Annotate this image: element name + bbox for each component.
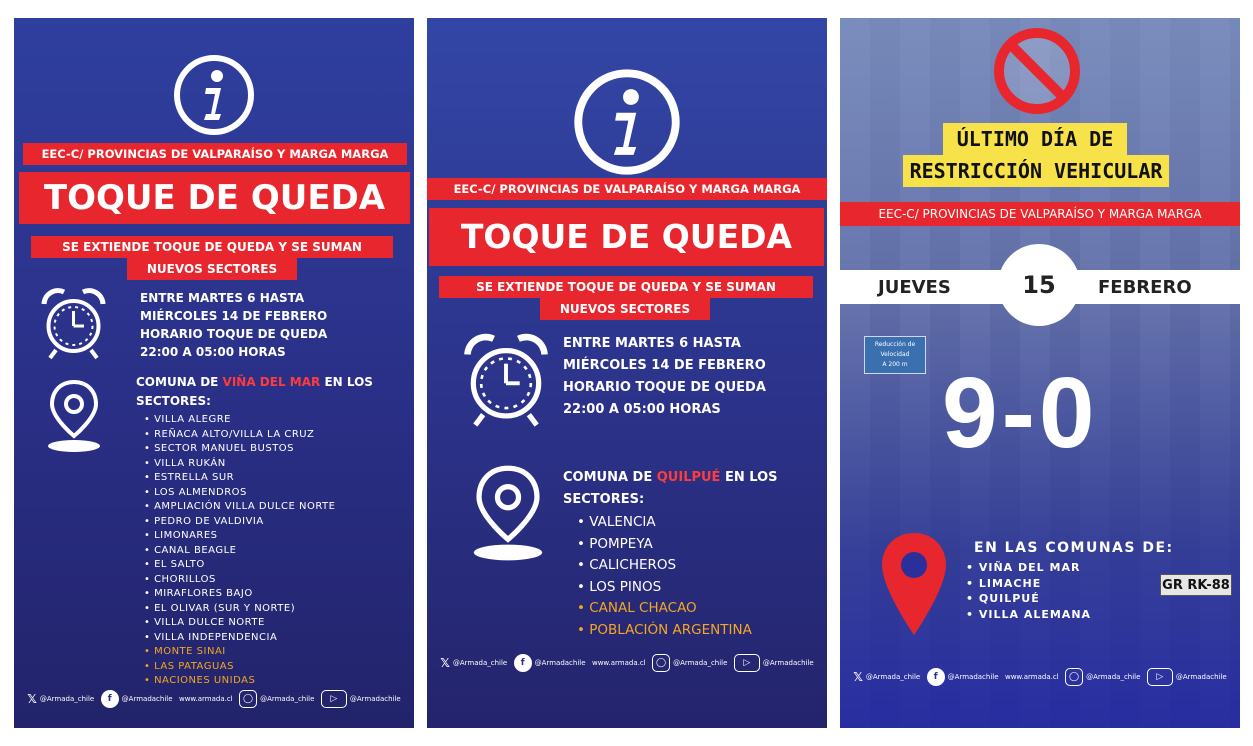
facebook-handle: @Armadachile (947, 673, 999, 681)
list-item: • VILLA ALEGRE (144, 414, 232, 425)
vehicle-restriction-poster (840, 18, 1240, 728)
x-handle: @Armada_chile (39, 695, 95, 703)
sign-line-2: Velocidad (880, 351, 910, 358)
facebook-handle: @Armadachile (534, 659, 586, 667)
web-url: www.armada.cl (178, 695, 233, 703)
list-item: • VILLA INDEPENDENCIA (144, 631, 278, 643)
list-item: • VIÑA DEL MAR (966, 561, 1081, 574)
list-item: • CANAL BEAGLE (144, 544, 237, 556)
instagram-link[interactable] (1065, 668, 1140, 686)
comuna-name: QUILPUÉ (656, 470, 721, 485)
restricted-digits: 9-0 (942, 357, 1099, 469)
sectores-label: SECTORES: (136, 394, 211, 408)
social-footer (427, 654, 827, 672)
youtube-icon: ▷ (1147, 668, 1173, 686)
month-label: FEBRERO (1098, 277, 1192, 298)
list-item: • REÑACA ALTO/VILLA LA CRUZ (144, 428, 315, 440)
date-circle (998, 244, 1080, 326)
region-bar: EEC-C/ PROVINCIAS DE VALPARAÍSO Y MARGA MARGA (840, 202, 1240, 226)
list-item: • EL SALTO (144, 559, 205, 570)
comuna-prefix-text: COMUNA DE (136, 375, 223, 389)
subhead-line-1: SE EXTIENDE TOQUE DE QUEDA Y SE SUMAN (439, 276, 813, 298)
list-item-new: • MONTE SINAI (144, 646, 226, 657)
region-bar: EEC-C/ PROVINCIAS DE VALPARAÍSO Y MARGA MARGA (427, 178, 827, 200)
instagram-icon: ◯ (652, 654, 670, 672)
list-item: • CALICHEROS (577, 557, 677, 573)
schedule-line-1: ENTRE MARTES 6 HASTA (140, 291, 305, 305)
list-item: • LOS PINOS (577, 578, 662, 595)
schedule-line-4: 22:00 A 05:00 HORAS (563, 402, 721, 417)
instagram-handle: @Armada_chile (673, 659, 728, 667)
list-item: • VILLA DULCE NORTE (144, 617, 265, 628)
youtube-handle: @Armadachile (1175, 673, 1227, 681)
list-item-new: • POBLACIÓN ARGENTINA (577, 621, 752, 638)
instagram-icon: ◯ (239, 690, 257, 708)
facebook-icon: f (101, 690, 119, 708)
instagram-link[interactable] (239, 690, 314, 708)
schedule-line-2: MIÉRCOLES 14 DE FEBRERO (563, 358, 766, 373)
headline: TOQUE DE QUEDA (19, 172, 410, 224)
instagram-handle: @Armada_chile (260, 695, 315, 703)
facebook-icon: f (514, 654, 532, 672)
speed-sign (864, 336, 926, 374)
curfew-poster-quilpue (427, 18, 827, 728)
schedule-line-4: 22:00 A 05:00 HORAS (140, 345, 286, 359)
prohibited-icon (992, 26, 1082, 116)
headline: TOQUE DE QUEDA (429, 208, 824, 266)
schedule-line-2: MIÉRCOLES 14 DE FEBRERO (140, 309, 328, 323)
youtube-handle: @Armadachile (762, 659, 814, 667)
web-link[interactable] (1005, 673, 1059, 681)
x-icon: 𝕏 (440, 656, 450, 670)
list-item: • AMPLIACIÓN VILLA DULCE NORTE (144, 501, 336, 512)
list-item: • CHORILLOS (144, 573, 216, 585)
list-item: • VILLA ALEMANA (966, 607, 1092, 621)
web-link[interactable] (179, 695, 233, 703)
sectores-label: SECTORES: (563, 492, 645, 507)
list-item-new: • LAS PATAGUAS (144, 660, 234, 672)
subhead-line-2: NUEVOS SECTORES (127, 258, 297, 280)
instagram-handle: @Armada_chile (1086, 673, 1141, 681)
instagram-link[interactable] (652, 654, 727, 672)
x-handle: @Armada_chile (452, 659, 508, 667)
x-icon: 𝕏 (853, 670, 863, 684)
youtube-handle: @Armadachile (349, 695, 401, 703)
subhead-line-1: SE EXTIENDE TOQUE DE QUEDA Y SE SUMAN (31, 236, 393, 258)
x-link[interactable] (853, 670, 920, 684)
list-item-new: • CANAL CHACAO (577, 600, 697, 616)
x-icon: 𝕏 (27, 692, 37, 706)
web-link[interactable] (592, 659, 646, 667)
comuna-heading (563, 470, 778, 485)
facebook-icon: f (927, 668, 945, 686)
schedule-line-3: HORARIO TOQUE DE QUEDA (140, 327, 328, 341)
comuna-heading (136, 375, 373, 389)
comuna-name: VIÑA DEL MAR (222, 375, 321, 389)
facebook-link[interactable] (514, 654, 586, 672)
list-item: • POMPEYA (577, 535, 653, 552)
list-item: • VILLA RUKÁN (144, 457, 226, 469)
list-item: • ESTRELLA SUR (144, 472, 235, 483)
comuna-prefix-text: COMUNA DE (563, 470, 657, 485)
location-pin-icon (42, 378, 106, 454)
web-url: www.armada.cl (591, 659, 646, 667)
title-line-2: RESTRICCIÓN VEHICULAR (903, 155, 1169, 187)
x-link[interactable] (27, 692, 94, 706)
sign-line-3: A 200 m (882, 361, 908, 368)
plate-text: GR RK-88 (1162, 578, 1230, 593)
x-link[interactable] (440, 656, 507, 670)
social-footer (14, 690, 414, 708)
list-item-new: • NACIONES UNIDAS (144, 675, 256, 686)
facebook-handle: @Armadachile (121, 695, 173, 703)
license-plate (1160, 574, 1232, 596)
list-item: • QUILPUÉ (966, 592, 1040, 605)
day-label: JUEVES (878, 277, 951, 298)
facebook-link[interactable] (101, 690, 173, 708)
date-number: 15 (1022, 271, 1056, 299)
social-footer (840, 668, 1240, 686)
youtube-link[interactable] (321, 690, 401, 708)
list-item: • SECTOR MANUEL BUSTOS (144, 443, 295, 454)
location-pin-icon (465, 463, 551, 563)
info-icon (573, 68, 681, 176)
comunas-label: EN LAS COMUNAS DE: (974, 540, 1174, 556)
comunas-list (966, 560, 1091, 622)
youtube-icon: ▷ (734, 654, 760, 672)
alarm-clock-icon (457, 331, 555, 429)
list-item: • EL OLIVAR (SUR Y NORTE) (144, 602, 296, 614)
list-item: • LOS ALMENDROS (144, 486, 247, 498)
youtube-link[interactable] (734, 654, 814, 672)
location-pin-icon (878, 531, 950, 637)
sector-list (577, 512, 752, 641)
list-item: • LIMACHE (966, 576, 1042, 590)
youtube-link[interactable] (1147, 668, 1227, 686)
web-url: www.armada.cl (1004, 673, 1059, 681)
alarm-clock-icon (36, 286, 111, 361)
x-handle: @Armada_chile (865, 673, 921, 681)
schedule-line-3: HORARIO TOQUE DE QUEDA (563, 380, 766, 395)
list-item: • LIMONARES (144, 530, 218, 541)
youtube-icon: ▷ (321, 690, 347, 708)
list-item: • VALENCIA (577, 514, 656, 530)
facebook-link[interactable] (927, 668, 999, 686)
curfew-poster-vina (14, 18, 414, 728)
instagram-icon: ◯ (1065, 668, 1083, 686)
subhead-line-2: NUEVOS SECTORES (540, 298, 710, 320)
list-item: • PEDRO DE VALDIVIA (144, 515, 264, 527)
comuna-suffix: EN LOS (720, 470, 778, 485)
info-icon (173, 54, 255, 136)
title-line-1: ÚLTIMO DÍA DE (943, 123, 1127, 155)
schedule-line-1: ENTRE MARTES 6 HASTA (563, 336, 741, 351)
sector-list (144, 413, 335, 689)
sign-line-1: Reducción de (874, 341, 916, 348)
comuna-suffix: EN LOS (320, 375, 373, 389)
region-bar: EEC-C/ PROVINCIAS DE VALPARAÍSO Y MARGA MARGA (23, 143, 407, 165)
list-item: • MIRAFLORES BAJO (144, 588, 253, 599)
